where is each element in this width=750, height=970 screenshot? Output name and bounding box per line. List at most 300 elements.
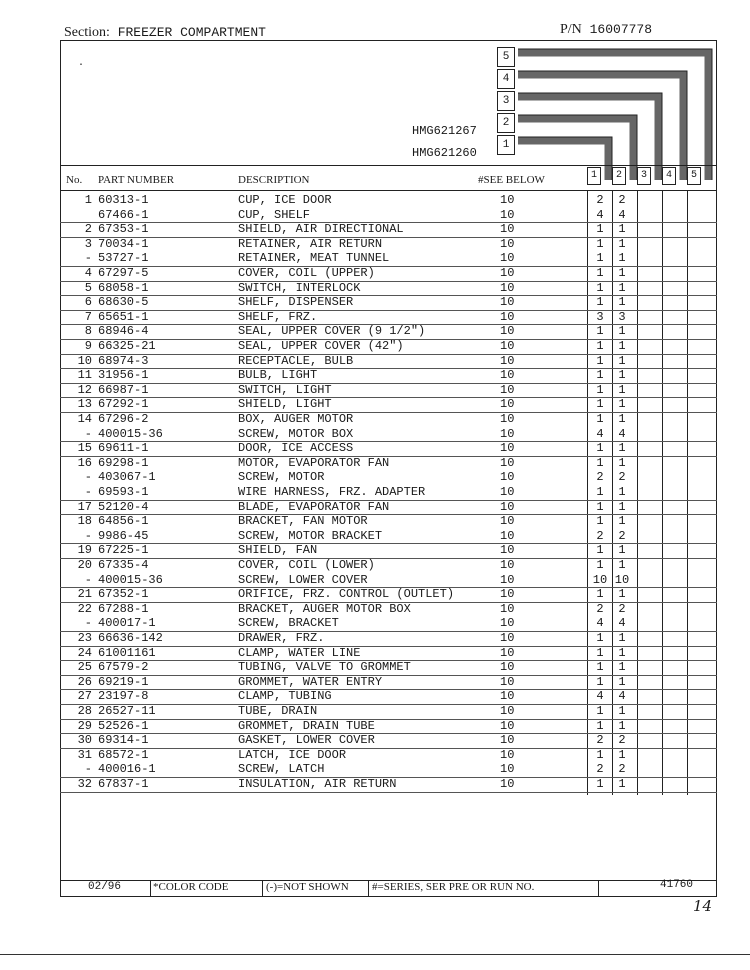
pn-label: P/N bbox=[560, 22, 582, 37]
see-below: 10 bbox=[500, 324, 515, 339]
handwritten-page-mark: 14 bbox=[693, 897, 713, 915]
qty-model-2: 1 bbox=[618, 353, 626, 368]
table-row bbox=[60, 675, 717, 691]
see-below: 10 bbox=[500, 266, 515, 280]
qty-model-2: 1 bbox=[618, 455, 626, 470]
qty-model-1: 2 bbox=[596, 470, 604, 485]
table-row bbox=[60, 777, 717, 793]
qty-model-1: 1 bbox=[596, 455, 604, 470]
see-below: 10 bbox=[500, 222, 515, 237]
qty-model-1: 1 bbox=[596, 499, 604, 514]
qty-model-1: 1 bbox=[596, 339, 604, 353]
item-number: 13 bbox=[77, 397, 92, 412]
part-number: 66325-21 bbox=[98, 339, 156, 353]
table-row bbox=[60, 573, 717, 589]
description: CLAMP, TUBING bbox=[238, 689, 332, 704]
part-number: 52120-4 bbox=[98, 499, 149, 514]
description: SHIELD, FAN bbox=[238, 543, 318, 558]
model-box-1: 1 bbox=[497, 135, 515, 155]
description: CUP, ICE DOOR bbox=[238, 193, 332, 207]
qty-model-2: 1 bbox=[618, 280, 626, 295]
see-below: 10 bbox=[500, 631, 515, 645]
description: DRAWER, FRZ. bbox=[238, 631, 325, 645]
qty-model-1: 2 bbox=[596, 762, 604, 777]
header-bottom-rule bbox=[60, 190, 717, 191]
see-below: 10 bbox=[500, 704, 515, 718]
part-number: 67288-1 bbox=[98, 601, 149, 616]
description: LATCH, ICE DOOR bbox=[238, 747, 347, 762]
part-number: 67466-1 bbox=[98, 207, 149, 222]
footer-divider bbox=[150, 881, 151, 896]
description: WIRE HARNESS, FRZ. ADAPTER bbox=[238, 485, 426, 499]
description: CUP, SHELF bbox=[238, 207, 311, 222]
qty-model-1: 4 bbox=[596, 426, 604, 441]
see-below: 10 bbox=[500, 339, 515, 353]
description: RETAINER, AIR RETURN bbox=[238, 236, 383, 251]
description: SEAL, UPPER COVER (9 1/2") bbox=[238, 324, 426, 339]
footer-divider bbox=[368, 881, 369, 896]
item-number: 18 bbox=[77, 514, 92, 529]
qty-model-1: 1 bbox=[596, 441, 604, 456]
item-number: 10 bbox=[77, 353, 92, 368]
description: MOTOR, EVAPORATOR FAN bbox=[238, 455, 390, 470]
item-number: 5 bbox=[84, 280, 92, 295]
description: GROMMET, DRAIN TUBE bbox=[238, 718, 375, 733]
qty-model-2: 1 bbox=[618, 222, 626, 237]
part-number: 66636-142 bbox=[98, 631, 163, 645]
qty-model-2: 4 bbox=[618, 426, 626, 441]
item-number: - bbox=[84, 528, 92, 543]
qty-model-2: 1 bbox=[618, 718, 626, 733]
part-number: 69611-1 bbox=[98, 441, 149, 456]
footer-date: 02/96 bbox=[88, 881, 122, 893]
qty-model-1: 1 bbox=[596, 587, 604, 602]
description: BOX, AUGER MOTOR bbox=[238, 412, 354, 426]
table-row bbox=[60, 456, 717, 471]
part-number: 64856-1 bbox=[98, 514, 149, 529]
part-number: 67296-2 bbox=[98, 412, 149, 426]
item-number: 29 bbox=[77, 718, 92, 733]
model-number-b: HMG621260 bbox=[412, 146, 477, 160]
see-below: 10 bbox=[500, 747, 515, 762]
qty-model-2: 4 bbox=[618, 207, 626, 222]
footer-not-shown: (-)=NOT SHOWN bbox=[266, 881, 349, 893]
qty-model-1: 1 bbox=[596, 324, 604, 339]
see-below: 10 bbox=[500, 382, 515, 397]
table-row bbox=[60, 660, 717, 676]
qty-model-1: 1 bbox=[596, 266, 604, 280]
description: SHELF, FRZ. bbox=[238, 309, 318, 324]
item-number: 20 bbox=[77, 558, 92, 572]
qty-model-2: 1 bbox=[618, 368, 626, 383]
table-row bbox=[60, 543, 717, 559]
model-number-a: HMG621267 bbox=[412, 124, 477, 138]
see-below: 10 bbox=[500, 280, 515, 295]
item-number: 21 bbox=[77, 587, 92, 602]
part-number: 67353-1 bbox=[98, 222, 149, 237]
item-number: - bbox=[84, 572, 92, 587]
see-below: 10 bbox=[500, 295, 515, 310]
col-header-no: No. bbox=[66, 174, 83, 186]
part-number: 65651-1 bbox=[98, 309, 149, 324]
part-number: 70034-1 bbox=[98, 236, 149, 251]
see-below: 10 bbox=[500, 689, 515, 704]
part-number: 67579-2 bbox=[98, 660, 149, 675]
part-number: 67335-4 bbox=[98, 558, 149, 572]
see-below: 10 bbox=[500, 353, 515, 368]
see-below: 10 bbox=[500, 601, 515, 616]
part-number: 400016-1 bbox=[98, 762, 156, 777]
table-row bbox=[60, 470, 717, 485]
part-number: 400017-1 bbox=[98, 616, 156, 631]
model-box-5: 5 bbox=[497, 47, 515, 67]
item-number: 23 bbox=[77, 631, 92, 645]
qty-model-2: 2 bbox=[618, 601, 626, 616]
description: TUBE, DRAIN bbox=[238, 704, 318, 718]
item-number: 12 bbox=[77, 382, 92, 397]
table-row bbox=[60, 558, 717, 573]
part-number: 67352-1 bbox=[98, 587, 149, 602]
see-below: 10 bbox=[500, 645, 515, 660]
description: SCREW, BRACKET bbox=[238, 616, 339, 631]
qty-model-1: 1 bbox=[596, 222, 604, 237]
description: SHELF, DISPENSER bbox=[238, 295, 354, 310]
description: SCREW, MOTOR bbox=[238, 470, 325, 485]
part-number: 68572-1 bbox=[98, 747, 149, 762]
description: COVER, COIL (UPPER) bbox=[238, 266, 375, 280]
table-row bbox=[60, 193, 717, 208]
section-title bbox=[64, 25, 266, 41]
item-number: 27 bbox=[77, 689, 92, 704]
part-number: 67837-1 bbox=[98, 777, 149, 791]
table-row bbox=[60, 689, 717, 705]
qty-model-2: 4 bbox=[618, 689, 626, 704]
description: BRACKET, FAN MOTOR bbox=[238, 514, 368, 529]
qty-model-2: 1 bbox=[618, 660, 626, 675]
qty-model-1: 1 bbox=[596, 704, 604, 718]
part-number: 68630-5 bbox=[98, 295, 149, 310]
description: SWITCH, LIGHT bbox=[238, 382, 332, 397]
qty-model-2: 2 bbox=[618, 762, 626, 777]
part-number: 67225-1 bbox=[98, 543, 149, 558]
table-row bbox=[60, 616, 717, 632]
see-below: 10 bbox=[500, 572, 515, 587]
model-box-4: 4 bbox=[497, 69, 515, 89]
qty-model-1: 1 bbox=[596, 236, 604, 251]
part-number: 69219-1 bbox=[98, 674, 149, 689]
qty-model-2: 1 bbox=[618, 674, 626, 689]
table-row bbox=[60, 631, 717, 647]
see-below: 10 bbox=[500, 777, 515, 791]
see-below: 10 bbox=[500, 558, 515, 572]
section-value: FREEZER COMPARTMENT bbox=[117, 25, 266, 40]
table-row bbox=[60, 310, 717, 326]
col-header-description: DESCRIPTION bbox=[238, 174, 310, 186]
part-number: 68058-1 bbox=[98, 280, 149, 295]
item-number: 25 bbox=[77, 660, 92, 675]
description: SHIELD, AIR DIRECTIONAL bbox=[238, 222, 404, 237]
qty-model-1: 4 bbox=[596, 207, 604, 222]
see-below: 10 bbox=[500, 368, 515, 383]
qty-model-2: 1 bbox=[618, 339, 626, 353]
see-below: 10 bbox=[500, 718, 515, 733]
item-number: 32 bbox=[77, 777, 92, 791]
description: SCREW, MOTOR BRACKET bbox=[238, 528, 383, 543]
qty-model-1: 4 bbox=[596, 616, 604, 631]
table-row bbox=[60, 704, 717, 720]
table-row bbox=[60, 762, 717, 778]
see-below: 10 bbox=[500, 193, 515, 207]
qty-model-1: 1 bbox=[596, 674, 604, 689]
qty-model-2: 1 bbox=[618, 499, 626, 514]
see-below: 10 bbox=[500, 470, 515, 485]
item-number: 2 bbox=[84, 222, 92, 237]
table-row bbox=[60, 514, 717, 529]
qty-model-1: 1 bbox=[596, 660, 604, 675]
part-number: 60313-1 bbox=[98, 193, 149, 207]
col-header-model-3: 3 bbox=[637, 167, 651, 185]
model-box-3: 3 bbox=[497, 91, 515, 111]
part-number: 67297-5 bbox=[98, 266, 149, 280]
description: SCREW, LATCH bbox=[238, 762, 325, 777]
qty-model-1: 3 bbox=[596, 309, 604, 324]
table-row bbox=[60, 412, 717, 427]
description: DOOR, ICE ACCESS bbox=[238, 441, 354, 456]
table-row bbox=[60, 500, 717, 516]
description: SCREW, LOWER COVER bbox=[238, 572, 368, 587]
scan-bottom-rule bbox=[0, 954, 750, 955]
col-header-model-2: 2 bbox=[612, 167, 626, 185]
item-number: 7 bbox=[84, 309, 92, 324]
qty-model-2: 2 bbox=[618, 733, 626, 748]
qty-model-2: 1 bbox=[618, 704, 626, 718]
item-number: 30 bbox=[77, 733, 92, 748]
see-below: 10 bbox=[500, 660, 515, 675]
see-below: 10 bbox=[500, 207, 515, 222]
qty-model-1: 1 bbox=[596, 485, 604, 499]
qty-model-2: 1 bbox=[618, 645, 626, 660]
qty-model-2: 1 bbox=[618, 587, 626, 602]
pn-value: 16007778 bbox=[589, 22, 653, 37]
item-number: 6 bbox=[84, 295, 92, 310]
item-number: 1 bbox=[84, 193, 92, 207]
table-row bbox=[60, 529, 717, 545]
qty-model-1: 2 bbox=[596, 733, 604, 748]
description: RETAINER, MEAT TUNNEL bbox=[238, 251, 390, 266]
item-number: - bbox=[84, 762, 92, 777]
qty-model-1: 1 bbox=[596, 397, 604, 412]
table-row bbox=[60, 251, 717, 267]
part-number: 26527-11 bbox=[98, 704, 156, 718]
item-number: 22 bbox=[77, 601, 92, 616]
see-below: 10 bbox=[500, 397, 515, 412]
table-row bbox=[60, 222, 717, 238]
item-number: 11 bbox=[77, 368, 92, 383]
table-row bbox=[60, 646, 717, 662]
item-number: 26 bbox=[77, 674, 92, 689]
item-number: 17 bbox=[77, 499, 92, 514]
qty-model-1: 1 bbox=[596, 382, 604, 397]
qty-model-2: 1 bbox=[618, 266, 626, 280]
footer-series: #=SERIES, SER PRE OR RUN NO. bbox=[372, 881, 535, 893]
table-row bbox=[60, 397, 717, 413]
part-number: 23197-8 bbox=[98, 689, 149, 704]
item-number: 9 bbox=[84, 339, 92, 353]
item-number: 28 bbox=[77, 704, 92, 718]
table-row bbox=[60, 208, 717, 224]
footer-divider bbox=[598, 881, 599, 896]
description: GASKET, LOWER COVER bbox=[238, 733, 375, 748]
qty-model-2: 1 bbox=[618, 631, 626, 645]
description: SHIELD, LIGHT bbox=[238, 397, 332, 412]
part-number: 67292-1 bbox=[98, 397, 149, 412]
qty-model-2: 1 bbox=[618, 382, 626, 397]
qty-model-2: 1 bbox=[618, 397, 626, 412]
description: BULB, LIGHT bbox=[238, 368, 318, 383]
qty-model-1: 1 bbox=[596, 718, 604, 733]
see-below: 10 bbox=[500, 309, 515, 324]
qty-model-1: 1 bbox=[596, 412, 604, 426]
description: SEAL, UPPER COVER (42") bbox=[238, 339, 404, 353]
see-below: 10 bbox=[500, 616, 515, 631]
see-below: 10 bbox=[500, 674, 515, 689]
qty-model-2: 2 bbox=[618, 470, 626, 485]
section-label: Section: bbox=[64, 25, 110, 40]
qty-model-1: 1 bbox=[596, 368, 604, 383]
qty-model-2: 1 bbox=[618, 236, 626, 251]
qty-model-2: 3 bbox=[618, 309, 626, 324]
col-header-part-number: PART NUMBER bbox=[98, 174, 175, 186]
col-header-model-4: 4 bbox=[662, 167, 676, 185]
part-number: 69593-1 bbox=[98, 485, 149, 499]
qty-model-2: 1 bbox=[618, 412, 626, 426]
table-row bbox=[60, 237, 717, 252]
qty-model-1: 1 bbox=[596, 631, 604, 645]
qty-model-1: 4 bbox=[596, 689, 604, 704]
qty-model-2: 2 bbox=[618, 528, 626, 543]
table-row bbox=[60, 324, 717, 340]
qty-model-2: 10 bbox=[614, 572, 630, 587]
description: BLADE, EVAPORATOR FAN bbox=[238, 499, 390, 514]
table-row bbox=[60, 485, 717, 501]
table-row bbox=[60, 368, 717, 384]
see-below: 10 bbox=[500, 543, 515, 558]
see-below: 10 bbox=[500, 251, 515, 266]
qty-model-2: 1 bbox=[618, 251, 626, 266]
qty-model-1: 1 bbox=[596, 777, 604, 791]
see-below: 10 bbox=[500, 485, 515, 499]
col-header-model-1: 1 bbox=[587, 167, 601, 185]
see-below: 10 bbox=[500, 587, 515, 602]
qty-model-2: 4 bbox=[618, 616, 626, 631]
qty-model-1: 1 bbox=[596, 353, 604, 368]
description: COVER, COIL (LOWER) bbox=[238, 558, 375, 572]
qty-model-1: 1 bbox=[596, 251, 604, 266]
qty-model-2: 1 bbox=[618, 558, 626, 572]
item-number: - bbox=[84, 485, 92, 499]
header-top-rule bbox=[60, 165, 717, 166]
table-row bbox=[60, 587, 717, 603]
item-number: 24 bbox=[77, 645, 92, 660]
qty-model-1: 1 bbox=[596, 645, 604, 660]
qty-model-2: 1 bbox=[618, 747, 626, 762]
qty-model-1: 1 bbox=[596, 295, 604, 310]
table-row bbox=[60, 602, 717, 617]
qty-model-2: 1 bbox=[618, 295, 626, 310]
qty-model-1: 2 bbox=[596, 193, 604, 207]
qty-model-2: 1 bbox=[618, 485, 626, 499]
qty-model-2: 2 bbox=[618, 193, 626, 207]
see-below: 10 bbox=[500, 426, 515, 441]
see-below: 10 bbox=[500, 236, 515, 251]
footer-color-code: *COLOR CODE bbox=[153, 881, 229, 893]
description: CLAMP, WATER LINE bbox=[238, 645, 361, 660]
description: ORIFICE, FRZ. CONTROL (OUTLET) bbox=[238, 587, 455, 602]
footer-divider bbox=[262, 881, 263, 896]
item-number: 4 bbox=[84, 266, 92, 280]
table-row bbox=[60, 354, 717, 370]
item-number: - bbox=[84, 251, 92, 266]
item-number: 3 bbox=[84, 236, 92, 251]
see-below: 10 bbox=[500, 441, 515, 456]
part-number: 69298-1 bbox=[98, 455, 149, 470]
stray-dot: . bbox=[78, 58, 85, 69]
part-number: 68946-4 bbox=[98, 324, 149, 339]
table-row bbox=[60, 427, 717, 443]
col-header-see-below: #SEE BELOW bbox=[478, 174, 545, 186]
description: SWITCH, INTERLOCK bbox=[238, 280, 361, 295]
see-below: 10 bbox=[500, 412, 515, 426]
description: GROMMET, WATER ENTRY bbox=[238, 674, 383, 689]
item-number: - bbox=[84, 426, 92, 441]
description: TUBING, VALVE TO GROMMET bbox=[238, 660, 411, 675]
col-header-model-5: 5 bbox=[687, 167, 701, 185]
qty-model-2: 1 bbox=[618, 543, 626, 558]
see-below: 10 bbox=[500, 499, 515, 514]
part-number: 52526-1 bbox=[98, 718, 149, 733]
qty-model-1: 1 bbox=[596, 543, 604, 558]
qty-model-2: 1 bbox=[618, 514, 626, 529]
part-number: 400015-36 bbox=[98, 426, 163, 441]
part-number: 9986-45 bbox=[98, 528, 149, 543]
table-row bbox=[60, 339, 717, 355]
see-below: 10 bbox=[500, 762, 515, 777]
item-number: 19 bbox=[77, 543, 92, 558]
part-number: 61001161 bbox=[98, 645, 156, 660]
description: RECEPTACLE, BULB bbox=[238, 353, 354, 368]
table-row bbox=[60, 266, 717, 282]
qty-model-1: 2 bbox=[596, 528, 604, 543]
see-below: 10 bbox=[500, 514, 515, 529]
part-number: 68974-3 bbox=[98, 353, 149, 368]
table-row bbox=[60, 748, 717, 763]
item-number: 31 bbox=[77, 747, 92, 762]
model-box-2: 2 bbox=[497, 113, 515, 133]
part-number: 31956-1 bbox=[98, 368, 149, 383]
see-below: 10 bbox=[500, 455, 515, 470]
part-number: 400015-36 bbox=[98, 572, 163, 587]
qty-model-1: 2 bbox=[596, 601, 604, 616]
item-number: - bbox=[84, 616, 92, 631]
part-number: 53727-1 bbox=[98, 251, 149, 266]
item-number: 14 bbox=[77, 412, 92, 426]
model-key-graphic bbox=[490, 40, 717, 190]
qty-model-2: 1 bbox=[618, 441, 626, 456]
qty-model-1: 1 bbox=[596, 558, 604, 572]
footer-code: 41760 bbox=[660, 879, 694, 891]
see-below: 10 bbox=[500, 528, 515, 543]
description: INSULATION, AIR RETURN bbox=[238, 777, 397, 791]
